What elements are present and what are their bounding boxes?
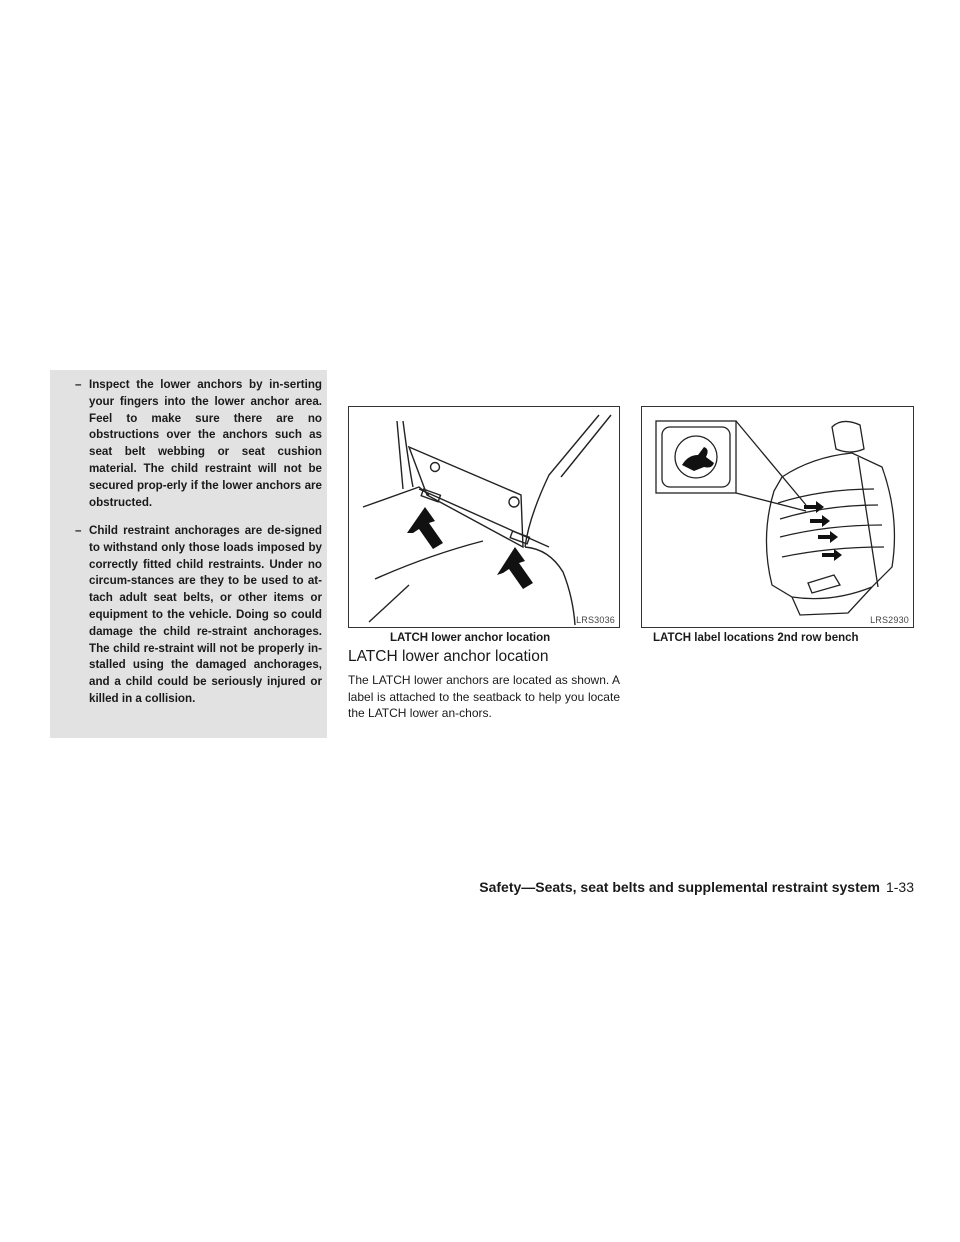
figure-code: LRS3036 — [576, 615, 615, 625]
section-body: The LATCH lower anchors are located as shown. A label is attached to the seatback to help you locate the LATCH lower an-chors. — [348, 673, 620, 721]
section-heading: LATCH lower anchor location — [348, 648, 549, 665]
seat-anchor-illustration — [349, 407, 620, 628]
page-number: 1-33 — [885, 879, 914, 895]
figure-lower-anchor — [348, 406, 620, 628]
warning-item-lower-anchors — [75, 377, 322, 511]
bullet-dash: – — [75, 378, 82, 391]
warning-item-anchorages — [75, 523, 322, 708]
figure-label-locations — [641, 406, 914, 628]
warning-text: Child restraint anchorages are de-signed to withstand only those loads imposed by correctly fitted child restraints. Under no circum-stances are they to be used to at-tach adult seat belts, or other items or equipment to the vehicle. Doing so could damage the child re-straint anchorages. The child re-straint will not be properly in-stalled using the damaged anchorages, and a child could be seriously injured or killed in a collision. — [89, 524, 322, 705]
page-footer — [479, 879, 914, 895]
bullet-dash: – — [75, 524, 82, 537]
figure-code: LRS2930 — [870, 615, 909, 625]
figure-caption: LATCH lower anchor location — [390, 632, 551, 644]
footer-chapter-title: Safety—Seats, seat belts and supplemental restraint system — [479, 879, 880, 895]
latch-label-illustration — [642, 407, 914, 628]
warning-text: Inspect the lower anchors by in-serting your fingers into the lower anchor area. Feel to make sure there are no obstructions over the anchors such as seat belt webbing or seat cushion material. The child restraint will not be secured prop-erly if the lower anchors are obstructed. — [89, 378, 322, 509]
figure-caption: LATCH label locations 2nd row bench — [653, 632, 859, 644]
